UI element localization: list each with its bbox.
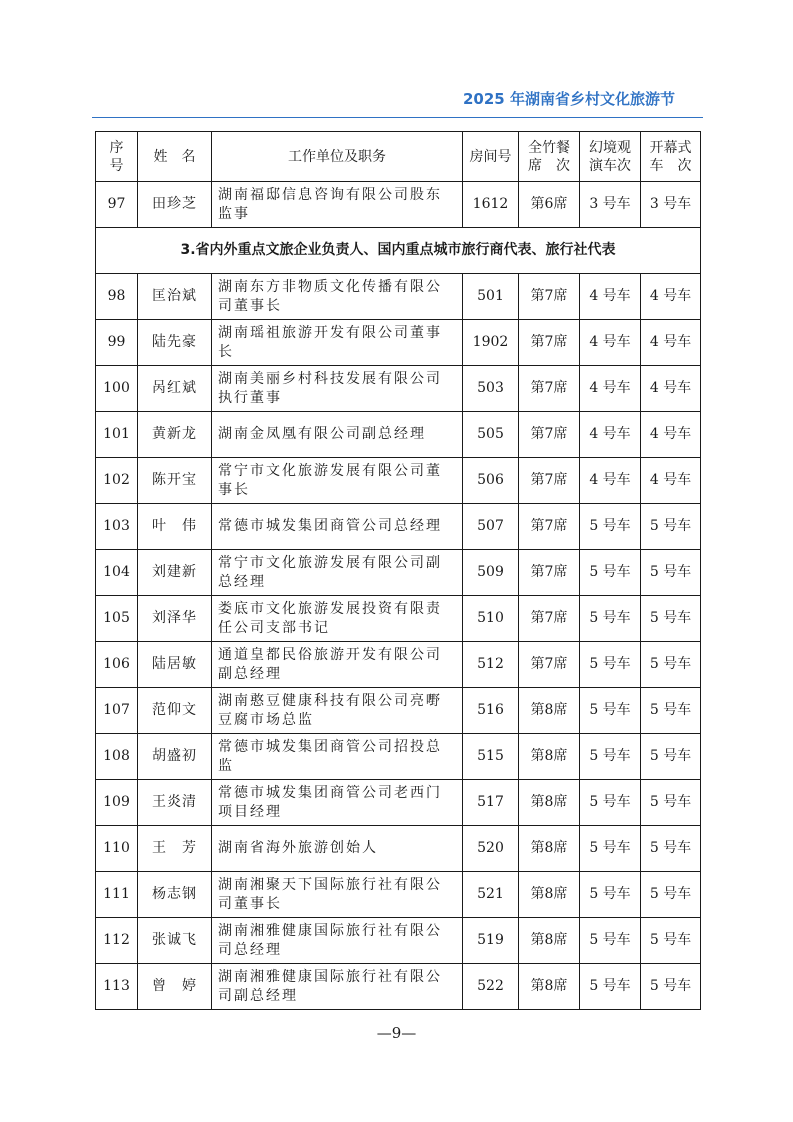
cell-show-bus: 5 号车 [580, 642, 641, 688]
cell-unit: 湖南省海外旅游创始人 [212, 826, 463, 872]
section-heading: 3.省内外重点文旅企业负责人、国内重点城市旅行商代表、旅行社代表 [96, 228, 701, 274]
table-row [96, 596, 701, 642]
cell-show-bus: 5 号车 [580, 826, 641, 872]
cell-seat: 第7席 [519, 320, 580, 366]
cell-unit: 湖南东方非物质文化传播有限公司董事长 [212, 274, 463, 320]
cell-room: 503 [463, 366, 519, 412]
cell-no: 102 [96, 458, 138, 504]
cell-name: 杨志钢 [138, 872, 212, 918]
cell-no: 97 [96, 182, 138, 228]
cell-unit: 湖南湘雅健康国际旅行社有限公司总经理 [212, 918, 463, 964]
table-row [96, 458, 701, 504]
cell-opening-bus: 5 号车 [641, 504, 701, 550]
cell-opening-bus: 5 号车 [641, 964, 701, 1010]
cell-name: 黄新龙 [138, 412, 212, 458]
cell-room: 505 [463, 412, 519, 458]
column-header-unit: 工作单位及职务 [212, 132, 463, 182]
cell-unit: 常德市城发集团商管公司总经理 [212, 504, 463, 550]
cell-no: 108 [96, 734, 138, 780]
cell-no: 105 [96, 596, 138, 642]
table-row [96, 734, 701, 780]
cell-no: 107 [96, 688, 138, 734]
cell-seat: 第8席 [519, 734, 580, 780]
cell-opening-bus: 5 号车 [641, 918, 701, 964]
cell-name: 曾 婷 [138, 964, 212, 1010]
cell-seat: 第7席 [519, 412, 580, 458]
table-row [96, 688, 701, 734]
cell-unit: 常德市城发集团商管公司招投总监 [212, 734, 463, 780]
cell-show-bus: 5 号车 [580, 964, 641, 1010]
cell-seat: 第8席 [519, 688, 580, 734]
table-row [96, 550, 701, 596]
table-row [96, 182, 701, 228]
table-row [96, 964, 701, 1010]
cell-unit: 湖南福邸信息咨询有限公司股东监事 [212, 182, 463, 228]
cell-opening-bus: 5 号车 [641, 596, 701, 642]
cell-no: 100 [96, 366, 138, 412]
guest-roster-table [95, 131, 701, 1010]
table-row [96, 642, 701, 688]
cell-room: 521 [463, 872, 519, 918]
cell-unit: 湖南憨豆健康科技有限公司亮嘢豆腐市场总监 [212, 688, 463, 734]
cell-unit: 常德市城发集团商管公司老西门项目经理 [212, 780, 463, 826]
cell-opening-bus: 5 号车 [641, 780, 701, 826]
cell-opening-bus: 4 号车 [641, 366, 701, 412]
cell-room: 517 [463, 780, 519, 826]
cell-show-bus: 5 号车 [580, 734, 641, 780]
header-rule [92, 117, 703, 118]
cell-name: 胡盛初 [138, 734, 212, 780]
cell-no: 99 [96, 320, 138, 366]
column-header-opening-bus: 开幕式 车 次 [641, 132, 701, 182]
table-row [96, 412, 701, 458]
cell-unit: 湖南瑶祖旅游开发有限公司董事长 [212, 320, 463, 366]
cell-name: 刘建新 [138, 550, 212, 596]
cell-room: 506 [463, 458, 519, 504]
cell-room: 510 [463, 596, 519, 642]
cell-show-bus: 4 号车 [580, 320, 641, 366]
cell-name: 范仰文 [138, 688, 212, 734]
cell-opening-bus: 5 号车 [641, 688, 701, 734]
cell-seat: 第8席 [519, 918, 580, 964]
table-row [96, 320, 701, 366]
cell-show-bus: 5 号车 [580, 596, 641, 642]
cell-unit: 常宁市文化旅游发展有限公司董事长 [212, 458, 463, 504]
column-header-room: 房间号 [463, 132, 519, 182]
cell-room: 522 [463, 964, 519, 1010]
cell-unit: 湖南美丽乡村科技发展有限公司执行董事 [212, 366, 463, 412]
page-number: —9— [376, 1024, 417, 1042]
cell-no: 110 [96, 826, 138, 872]
cell-no: 104 [96, 550, 138, 596]
cell-seat: 第7席 [519, 504, 580, 550]
table-row [96, 872, 701, 918]
cell-name: 刘泽华 [138, 596, 212, 642]
cell-show-bus: 4 号车 [580, 274, 641, 320]
cell-seat: 第6席 [519, 182, 580, 228]
cell-show-bus: 5 号车 [580, 780, 641, 826]
cell-opening-bus: 5 号车 [641, 550, 701, 596]
cell-show-bus: 5 号车 [580, 918, 641, 964]
cell-unit: 湖南金凤凰有限公司副总经理 [212, 412, 463, 458]
cell-room: 516 [463, 688, 519, 734]
cell-seat: 第7席 [519, 366, 580, 412]
column-header-no: 序 号 [96, 132, 138, 182]
column-header-name: 姓 名 [138, 132, 212, 182]
cell-room: 512 [463, 642, 519, 688]
cell-opening-bus: 3 号车 [641, 182, 701, 228]
table-row [96, 274, 701, 320]
cell-room: 509 [463, 550, 519, 596]
cell-name: 陆先豪 [138, 320, 212, 366]
cell-no: 112 [96, 918, 138, 964]
cell-name: 王炎清 [138, 780, 212, 826]
cell-name: 匡治斌 [138, 274, 212, 320]
table-row [96, 826, 701, 872]
cell-seat: 第7席 [519, 596, 580, 642]
cell-name: 呙红斌 [138, 366, 212, 412]
cell-unit: 通道皇都民俗旅游开发有限公司副总经理 [212, 642, 463, 688]
table-row [96, 504, 701, 550]
cell-opening-bus: 4 号车 [641, 412, 701, 458]
table-row [96, 780, 701, 826]
cell-opening-bus: 5 号车 [641, 642, 701, 688]
table-row [96, 918, 701, 964]
cell-seat: 第8席 [519, 964, 580, 1010]
cell-opening-bus: 5 号车 [641, 734, 701, 780]
cell-show-bus: 4 号车 [580, 366, 641, 412]
table-body [96, 182, 701, 1010]
cell-room: 520 [463, 826, 519, 872]
cell-room: 501 [463, 274, 519, 320]
table-row [96, 366, 701, 412]
cell-show-bus: 4 号车 [580, 458, 641, 504]
cell-opening-bus: 4 号车 [641, 320, 701, 366]
cell-opening-bus: 4 号车 [641, 274, 701, 320]
cell-opening-bus: 4 号车 [641, 458, 701, 504]
cell-room: 1612 [463, 182, 519, 228]
cell-show-bus: 5 号车 [580, 550, 641, 596]
column-header-seat: 全竹餐 席 次 [519, 132, 580, 182]
cell-seat: 第8席 [519, 872, 580, 918]
cell-seat: 第7席 [519, 642, 580, 688]
cell-show-bus: 5 号车 [580, 872, 641, 918]
cell-seat: 第7席 [519, 550, 580, 596]
cell-no: 98 [96, 274, 138, 320]
header-title: 2025 年湖南省乡村文化旅游节 [463, 90, 675, 108]
cell-show-bus: 5 号车 [580, 688, 641, 734]
cell-room: 1902 [463, 320, 519, 366]
cell-show-bus: 5 号车 [580, 504, 641, 550]
cell-room: 519 [463, 918, 519, 964]
cell-show-bus: 4 号车 [580, 412, 641, 458]
cell-show-bus: 3 号车 [580, 182, 641, 228]
cell-opening-bus: 5 号车 [641, 872, 701, 918]
cell-seat: 第8席 [519, 826, 580, 872]
cell-unit: 湖南湘雅健康国际旅行社有限公司副总经理 [212, 964, 463, 1010]
cell-opening-bus: 5 号车 [641, 826, 701, 872]
cell-unit: 常宁市文化旅游发展有限公司副总经理 [212, 550, 463, 596]
table-header [96, 132, 701, 182]
cell-name: 陈开宝 [138, 458, 212, 504]
cell-room: 507 [463, 504, 519, 550]
cell-name: 王 芳 [138, 826, 212, 872]
cell-name: 陆居敏 [138, 642, 212, 688]
cell-no: 111 [96, 872, 138, 918]
cell-no: 113 [96, 964, 138, 1010]
column-header-show-bus: 幻境观 演车次 [580, 132, 641, 182]
cell-name: 张诚飞 [138, 918, 212, 964]
cell-room: 515 [463, 734, 519, 780]
cell-seat: 第7席 [519, 458, 580, 504]
cell-seat: 第8席 [519, 780, 580, 826]
cell-unit: 娄底市文化旅游发展投资有限责任公司支部书记 [212, 596, 463, 642]
cell-seat: 第7席 [519, 274, 580, 320]
section-heading-row [96, 228, 701, 274]
cell-no: 101 [96, 412, 138, 458]
header-row [96, 132, 701, 182]
cell-unit: 湖南湘聚天下国际旅行社有限公司董事长 [212, 872, 463, 918]
cell-no: 109 [96, 780, 138, 826]
cell-name: 叶 伟 [138, 504, 212, 550]
cell-no: 103 [96, 504, 138, 550]
cell-name: 田珍芝 [138, 182, 212, 228]
cell-no: 106 [96, 642, 138, 688]
